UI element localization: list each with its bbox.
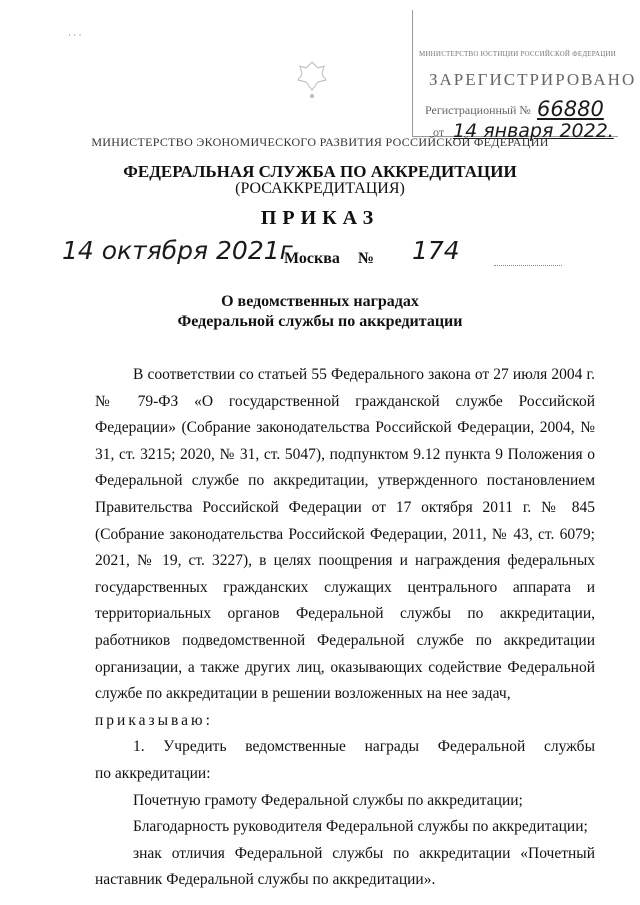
award-2: Благодарность руководителя Федеральной службы по аккредитации; — [133, 818, 588, 836]
order-word: приказываю: — [95, 711, 213, 729]
stamp-reg-number: 66880 — [537, 97, 604, 121]
document-type: ПРИКАЗ — [260, 207, 380, 229]
scan-marks: · · · — [68, 30, 82, 40]
item-1-start: 1. Учредить ведомственные награды Федеральной службы — [133, 738, 595, 756]
award-3: знак отличия Федеральной службы по аккредитации «Почетный наставник Федеральной службы по аккредитации». — [95, 844, 595, 889]
order-city: Москва — [284, 250, 340, 267]
order-body — [95, 362, 595, 894]
agency-name: ФЕДЕРАЛЬНАЯ СЛУЖБА ПО АККРЕДИТАЦИИ — [123, 162, 517, 181]
order-number: 174 — [412, 236, 460, 265]
order-subject — [0, 292, 640, 332]
order-number-sign: № — [358, 250, 375, 267]
order-date: 14 октября 2021г — [62, 236, 293, 265]
stamp-from-label: от — [433, 125, 445, 139]
stamp-registered: ЗАРЕГИСТРИРОВАНО — [429, 70, 637, 89]
emblem-icon — [292, 58, 332, 106]
subject-line-1: О ведомственных наградах — [221, 293, 419, 310]
registration-stamp — [412, 10, 637, 142]
stamp-reg-label: Регистрационный № — [425, 103, 531, 117]
agency-short-name: (РОСАККРЕДИТАЦИЯ) — [235, 180, 405, 197]
award-1: Почетную грамоту Федеральной службы по аккредитации; — [133, 791, 523, 809]
ministry-line: МИНИСТЕРСТВО ЭКОНОМИЧЕСКОГО РАЗВИТИЯ РОССИЙСКОЙ ФЕДЕРАЦИИ — [91, 135, 549, 149]
item-1-end: по аккредитации: — [95, 764, 211, 782]
number-underline — [494, 265, 562, 266]
subject-line-2: Федеральной службы по аккредитации — [177, 313, 463, 330]
stamp-reg-date: 14 января 2022. — [453, 120, 614, 142]
preamble-paragraph: В соответствии со статьей 55 Федерального закона от 27 июля 2004 г. № 79-ФЗ «О государственной гражданской службе Российской Федерации» (Собрание законодательства Российской Федерации, 2004, № 31, ст. 3215; 2020, № 31, ст. 5047), подпунктом 9.12 пункта 9 Положения о Федеральной службе по аккредитации, утвержденного постановлением Правительства Российской Федерации от 17 октября 2011 г. № 845 (Собрание законодательства Российской Федерации, 2011, № 43, ст. 6079; 2021, № 19, ст. 3227), в целях поощрения и награждения федеральных государственных гражданских служащих центрального аппарата и территориальных органов Федеральной службы по аккредитации, работников подведомственной Федеральной службе по аккредитации организации, а также других лиц, оказывающих содействие Федеральной службе по аккредитации в решении возложенных на нее задач, — [95, 366, 595, 703]
stamp-ministry: МИНИСТЕРСТВО ЮСТИЦИИ РОССИЙСКОЙ ФЕДЕРАЦИИ — [419, 50, 616, 58]
